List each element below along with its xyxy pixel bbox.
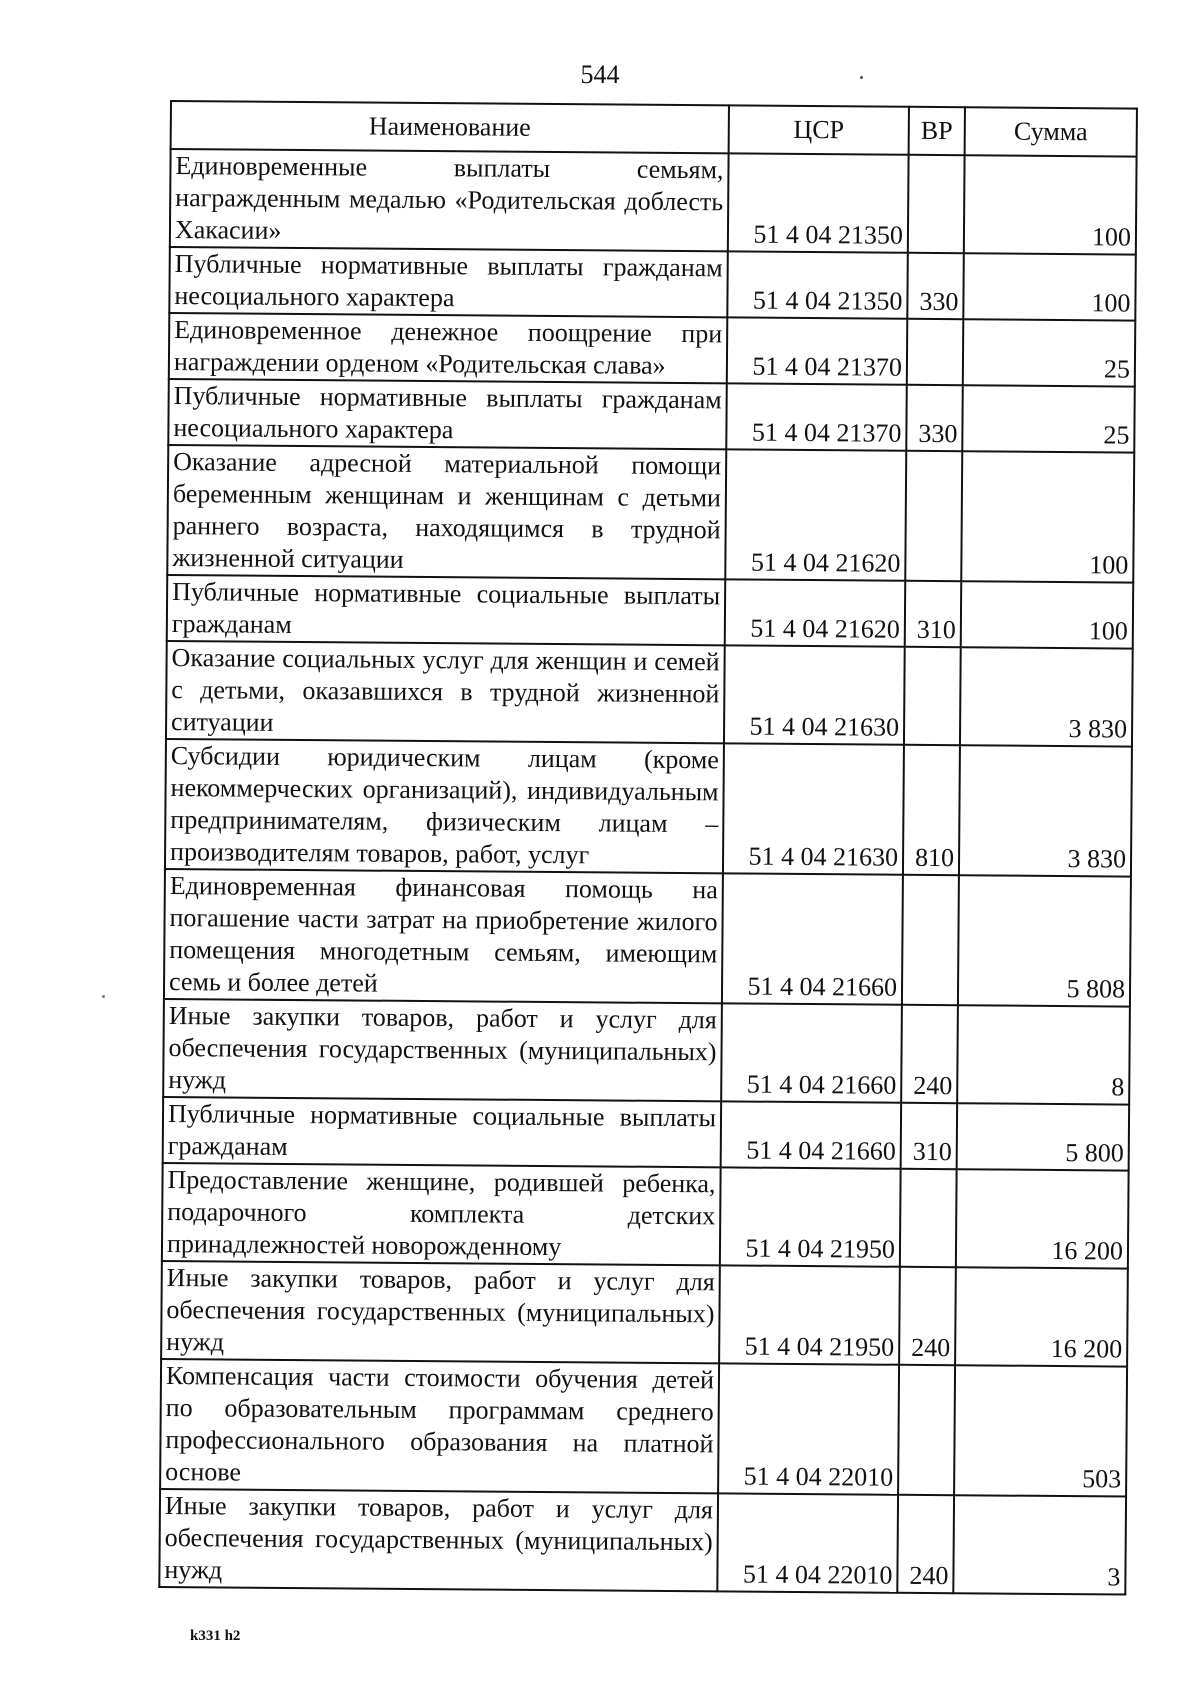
row-name: Оказание социальных услуг для женщин и семей с детьми, оказавшихся в трудной жизненной ситуации	[166, 641, 725, 743]
footer-code: k331 h2	[190, 1628, 241, 1644]
table-row	[162, 1163, 1129, 1269]
table-row	[160, 1359, 1127, 1497]
table-row	[168, 379, 1134, 453]
table-row	[169, 247, 1135, 321]
header-vr: ВР	[909, 107, 965, 155]
table-row	[167, 575, 1133, 649]
row-name: Компенсация части стоимости обучения детей по образовательным программам среднего профессионального образования на платной основе	[160, 1359, 719, 1493]
table-row	[166, 641, 1133, 747]
row-vr: 240	[901, 1005, 958, 1103]
row-vr: 810	[903, 745, 960, 875]
row-code: 51 4 04 21630	[724, 645, 905, 744]
row-code: 51 4 04 21660	[721, 1101, 902, 1168]
row-name: Единовременные выплаты семьям, награжденным медалью «Родительская доблесть Хакасии»	[170, 149, 729, 251]
row-name: Публичные нормативные социальные выплаты гражданам	[163, 1097, 722, 1167]
table-header-row	[171, 101, 1137, 157]
table-row	[163, 1097, 1129, 1171]
table-row	[164, 869, 1131, 1007]
row-sum: 100	[961, 451, 1134, 582]
row-vr	[907, 319, 964, 385]
row-code: 51 4 04 21620	[725, 449, 906, 580]
table-row	[165, 739, 1132, 877]
row-sum: 3 830	[959, 745, 1132, 876]
row-code: 51 4 04 21620	[725, 579, 906, 646]
row-sum: 100	[963, 253, 1136, 320]
table-row	[167, 445, 1134, 583]
row-sum: 503	[954, 1365, 1127, 1496]
table-row	[163, 999, 1130, 1105]
row-code: 51 4 04 21950	[719, 1265, 900, 1364]
row-code: 51 4 04 21350	[728, 153, 909, 252]
row-vr	[904, 647, 961, 745]
row-sum: 16 200	[955, 1267, 1128, 1366]
row-vr	[905, 451, 962, 581]
row-name: Оказание адресной материальной помощи беременным женщинам и женщинам с детьми раннего возраста, находящимся в трудной жизненной ситуации	[167, 445, 726, 579]
speck-mark	[102, 995, 105, 998]
row-vr	[908, 155, 965, 253]
row-name: Единовременная финансовая помощь на погашение части затрат на приобретение жилого помещения многодетным семьям, имеющим семь и более детей	[164, 869, 723, 1003]
speck-mark	[860, 76, 863, 79]
row-vr	[900, 1169, 957, 1267]
row-name: Субсидии юридическим лицам (кроме некоммерческих организаций), индивидуальным предпринимателям, физическим лицам – производителям товаров, работ, услуг	[165, 739, 724, 873]
row-code: 51 4 04 21630	[723, 743, 904, 874]
row-name: Иные закупки товаров, работ и услуг для обеспечения государственных (муниципальных) нужд	[159, 1489, 718, 1591]
page-number: 544	[580, 60, 620, 89]
row-sum: 100	[961, 581, 1134, 648]
row-sum: 8	[957, 1005, 1130, 1104]
row-vr: 330	[907, 253, 964, 319]
row-vr	[902, 875, 959, 1005]
row-code: 51 4 04 21660	[722, 873, 903, 1004]
row-name: Публичные нормативные выплаты гражданам несоциального характера	[169, 247, 728, 317]
row-sum: 25	[963, 319, 1136, 386]
row-name: Иные закупки товаров, работ и услуг для обеспечения государственных (муниципальных) нужд	[163, 999, 722, 1101]
row-sum: 5 808	[958, 875, 1131, 1006]
row-code: 51 4 04 22010	[717, 1493, 898, 1592]
row-code: 51 4 04 22010	[718, 1363, 899, 1494]
row-code: 51 4 04 21660	[721, 1003, 902, 1102]
row-vr: 310	[905, 581, 962, 647]
row-sum: 25	[962, 385, 1135, 452]
table-row	[170, 149, 1137, 255]
row-vr	[898, 1365, 955, 1495]
row-sum: 5 800	[957, 1103, 1130, 1170]
header-code: ЦСР	[729, 105, 909, 154]
row-sum: 3 830	[960, 647, 1133, 746]
row-name: Иные закупки товаров, работ и услуг для обеспечения государственных (муниципальных) нужд	[161, 1261, 720, 1363]
row-code: 51 4 04 21370	[727, 317, 908, 384]
row-name: Единовременное денежное поощрение при награждении орденом «Родительская слава»	[169, 313, 728, 383]
row-vr: 240	[897, 1495, 954, 1593]
row-code: 51 4 04 21350	[727, 251, 908, 318]
row-sum: 100	[964, 155, 1137, 254]
header-sum: Сумма	[965, 107, 1137, 156]
budget-table	[158, 100, 1138, 1596]
row-vr: 310	[901, 1103, 958, 1169]
header-name: Наименование	[171, 101, 729, 153]
row-name: Публичные нормативные социальные выплаты гражданам	[167, 575, 726, 645]
row-sum: 16 200	[956, 1169, 1129, 1268]
row-sum: 3	[953, 1495, 1126, 1594]
row-name: Предоставление женщине, родившей ребенка, подарочного комплекта детских принадлежностей новорожденному	[162, 1163, 721, 1265]
row-vr: 330	[906, 385, 963, 451]
table-row	[161, 1261, 1128, 1367]
row-name: Публичные нормативные выплаты гражданам несоциального характера	[168, 379, 727, 449]
table-row	[169, 313, 1135, 387]
row-vr: 240	[899, 1267, 956, 1365]
row-code: 51 4 04 21370	[726, 383, 907, 450]
table-row	[159, 1489, 1126, 1595]
row-code: 51 4 04 21950	[720, 1167, 901, 1266]
